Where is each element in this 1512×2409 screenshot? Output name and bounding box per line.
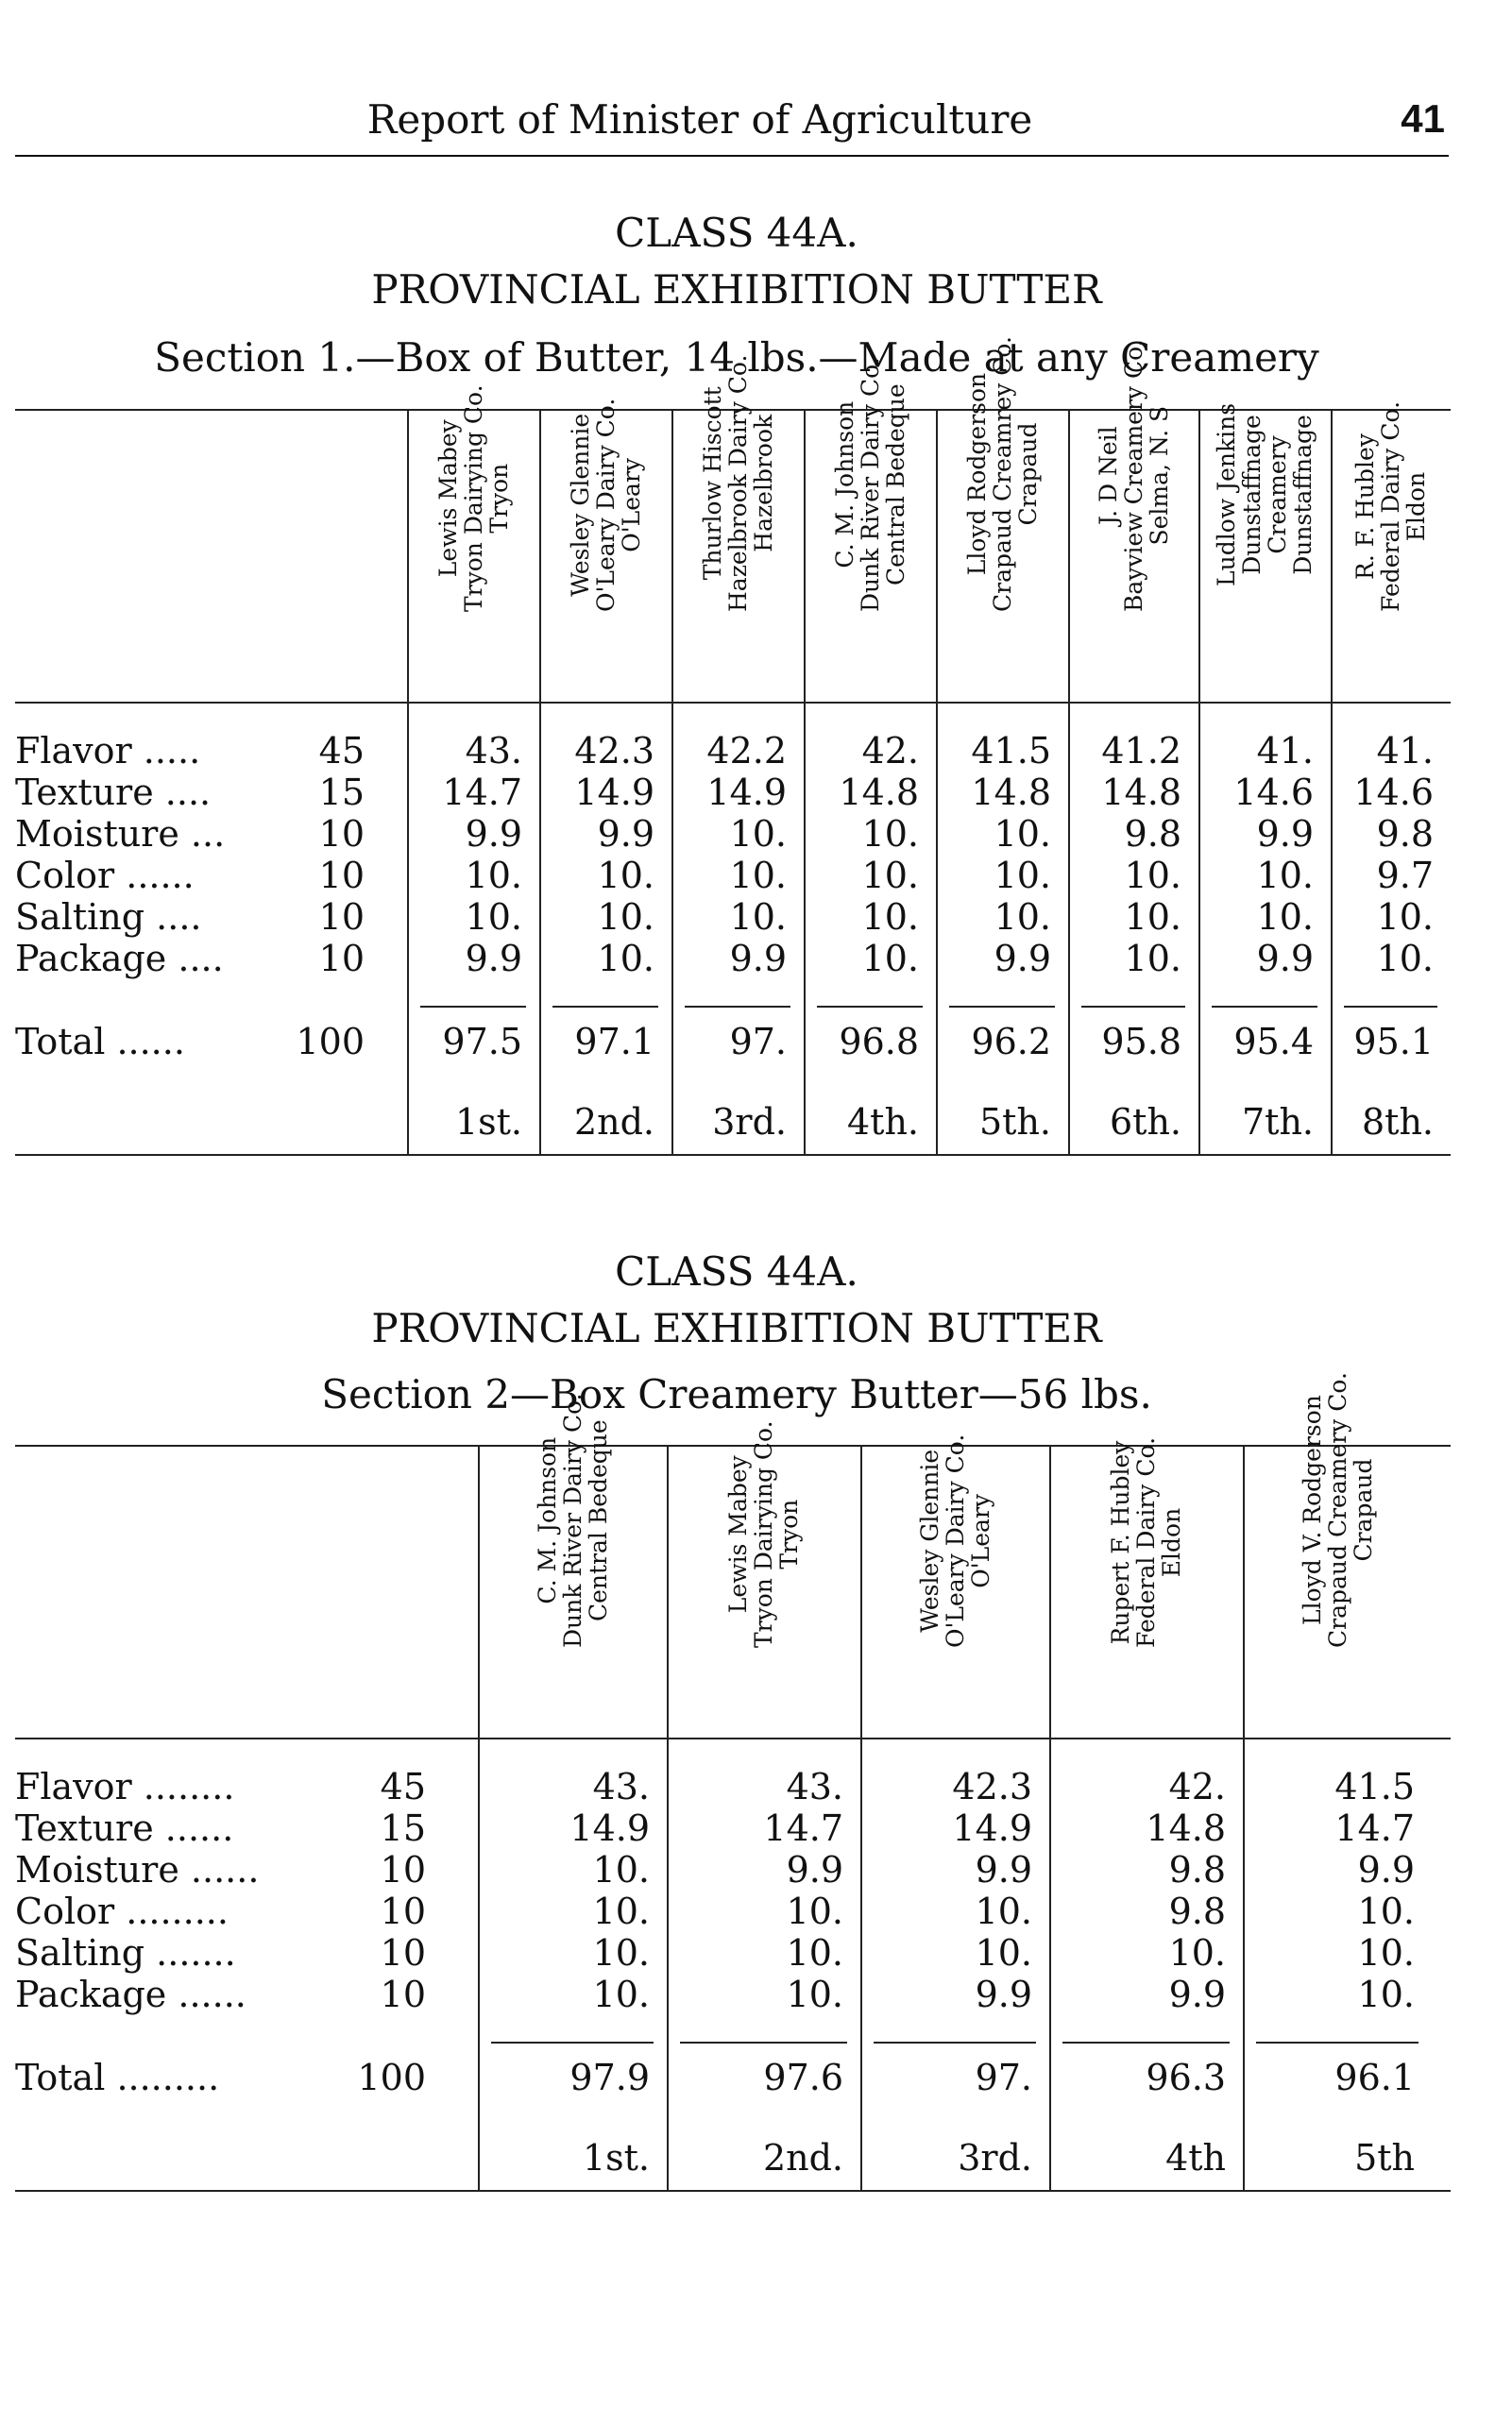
row-label	[15, 1849, 259, 1891]
entrant-line: Federal Dairy Co.	[1377, 400, 1404, 612]
entrant-line: Tryon Dairying Co.	[750, 1420, 777, 1648]
placing-cell: 8th.	[1362, 1101, 1434, 1143]
table-rule	[15, 702, 1451, 704]
total-rule	[680, 2042, 847, 2044]
entrant-header	[860, 1434, 1049, 1738]
entrant-line: Lewis Mabey	[724, 1455, 752, 1614]
leader-dots: ......	[105, 1021, 185, 1062]
max-points: 10	[380, 1849, 426, 1891]
total-rule	[1062, 2042, 1230, 2044]
entrant-line: Central Bedeque	[881, 383, 909, 586]
entrant-line: Crapaud	[1013, 422, 1042, 526]
score-cell: 9.9	[465, 813, 522, 855]
row-label	[15, 1891, 229, 1932]
entrant-line: Lloyd Rodgerson	[962, 372, 991, 576]
total-rule	[685, 1006, 790, 1008]
row-label	[15, 2057, 219, 2098]
score-cell: 10.	[597, 855, 654, 896]
total-cell: 97.9	[569, 2057, 650, 2098]
max-points: 10	[318, 938, 365, 979]
total-cell: 96.1	[1334, 2057, 1415, 2098]
row-label	[15, 1807, 233, 1849]
total-cell: 97.	[975, 2057, 1032, 2098]
criterion-name: Color	[15, 855, 115, 896]
score-cell: 9.9	[975, 1974, 1032, 2015]
criterion-name: Package	[15, 938, 167, 979]
max-points: 10	[380, 1891, 426, 1932]
placing-cell: 1st.	[454, 1101, 522, 1143]
score-cell: 10.	[1124, 855, 1181, 896]
score-cell: 14.8	[1101, 772, 1181, 813]
score-cell: 10.	[1357, 1974, 1415, 2015]
score-cell: 10.	[1256, 896, 1314, 938]
entrant-line: Tryon Dairying Co.	[459, 384, 487, 612]
score-cell: 10.	[994, 813, 1051, 855]
score-cell: 10.	[786, 1974, 843, 2015]
score-cell: 9.9	[994, 938, 1051, 979]
entrant-line: Crapaud Creamrey Co.	[988, 336, 1016, 612]
criterion-name: Total	[15, 2057, 106, 2098]
entrant-line: Eldon	[1402, 471, 1430, 542]
table-rule	[15, 1154, 1451, 1156]
total-rule	[1344, 1006, 1437, 1008]
score-cell: 43.	[592, 1766, 650, 1807]
score-cell: 9.9	[1256, 938, 1314, 979]
entrant-header	[936, 336, 1068, 702]
score-cell: 9.7	[1376, 855, 1434, 896]
score-cell: 9.9	[975, 1849, 1032, 1891]
score-cell: 14.9	[706, 772, 787, 813]
leader-dots: ....	[144, 896, 202, 938]
entrant-line: Hazelbrook	[749, 414, 777, 552]
leader-dots: ......	[114, 855, 195, 896]
entrant-line: Lewis Mabey	[433, 419, 462, 578]
entrant-line: J. D Neil	[1094, 426, 1122, 525]
entrant-line: Hazelbrook Dairy Co.	[723, 354, 752, 612]
total-rule	[420, 1006, 526, 1008]
score-cell: 10.	[465, 896, 522, 938]
score-cell: 41.	[1256, 730, 1314, 772]
score-cell: 14.9	[574, 772, 654, 813]
score-cell: 42.	[861, 730, 919, 772]
placing-cell: 4th	[1165, 2137, 1226, 2179]
score-cell: 9.8	[1376, 813, 1434, 855]
total-cell: 96.2	[971, 1021, 1051, 1062]
leader-dots: ......	[166, 1974, 246, 2015]
leader-dots: ......	[153, 1807, 234, 1849]
score-cell: 10.	[597, 896, 654, 938]
total-rule	[949, 1006, 1055, 1008]
entrant-line: Rupert F. Hubley	[1107, 1440, 1134, 1645]
total-rule	[1081, 1006, 1185, 1008]
entrant-line: Selma, N. S	[1145, 405, 1173, 546]
row-label	[15, 938, 224, 979]
score-cell: 10.	[592, 1974, 650, 2015]
score-cell: 42.2	[706, 730, 787, 772]
score-cell: 14.7	[763, 1807, 843, 1849]
score-cell: 10.	[975, 1932, 1032, 1974]
entrant-line: Tryon	[484, 463, 513, 534]
score-cell: 10.	[1168, 1932, 1226, 1974]
max-points: 10	[318, 896, 365, 938]
row-label	[15, 1932, 236, 1974]
score-cell: 9.9	[1168, 1974, 1226, 2015]
max-points: 45	[380, 1766, 426, 1807]
score-cell: 14.6	[1233, 772, 1314, 813]
entrant-line: Crapaud	[1349, 1458, 1377, 1562]
score-cell: 10.	[994, 896, 1051, 938]
criterion-name: Salting	[15, 896, 145, 938]
total-rule	[552, 1006, 658, 1008]
total-rule	[1212, 1006, 1317, 1008]
entrant-header	[671, 354, 804, 702]
score-cell: 9.9	[1256, 813, 1314, 855]
score-cell: 43.	[786, 1766, 843, 1807]
score-cell: 43.	[465, 730, 522, 772]
max-points: 45	[318, 730, 365, 772]
entrant-header	[539, 398, 671, 702]
leader-dots: ........	[131, 1766, 235, 1807]
score-cell: 9.8	[1124, 813, 1181, 855]
leader-dots: .....	[131, 730, 201, 772]
criterion-name: Package	[15, 1974, 167, 2015]
class-title-2: CLASS 44A.	[615, 1248, 858, 1295]
page-header	[15, 94, 1449, 157]
score-cell: 10.	[1124, 938, 1181, 979]
table-rule	[15, 1738, 1451, 1739]
max-points: 10	[318, 855, 365, 896]
score-cell: 10.	[729, 855, 787, 896]
score-cell: 14.9	[569, 1807, 650, 1849]
max-points: 100	[296, 1021, 365, 1062]
placing-cell: 4th.	[847, 1101, 919, 1143]
entrant-line: C. M. Johnson	[533, 1436, 561, 1604]
entrant-line: O'Leary Dairy Co.	[941, 1434, 969, 1648]
total-cell: 95.8	[1101, 1021, 1181, 1062]
score-cell: 10.	[861, 938, 919, 979]
section-title-2: Section 2—Box Creamery Butter—56 lbs.	[321, 1371, 1152, 1417]
score-cell: 41.5	[1334, 1766, 1415, 1807]
row-label	[15, 772, 211, 813]
entrant-header	[1198, 402, 1331, 702]
entrant-header	[804, 357, 936, 702]
score-cell: 9.9	[465, 938, 522, 979]
leader-dots: ....	[153, 772, 212, 813]
total-rule	[491, 2042, 654, 2044]
criterion-name: Salting	[15, 1932, 145, 1974]
score-cell: 9.8	[1168, 1849, 1226, 1891]
score-cell: 10.	[861, 813, 919, 855]
table-rule	[15, 2190, 1451, 2192]
score-cell: 42.3	[574, 730, 654, 772]
max-points: 15	[380, 1807, 426, 1849]
entrant-line: Federal Dairy Co.	[1132, 1436, 1160, 1648]
entrant-line: Bayview Creamery Co.	[1119, 339, 1147, 612]
entrant-line: Eldon	[1158, 1507, 1185, 1578]
score-cell: 42.	[1168, 1766, 1226, 1807]
placing-cell: 1st.	[582, 2137, 650, 2179]
entrant-line: Crapaud Creamery Co.	[1323, 1372, 1351, 1648]
entrant-header	[667, 1420, 860, 1738]
max-points: 10	[318, 813, 365, 855]
entrant-line: Dunk River Dairy Co.	[856, 357, 884, 612]
entrant-line: Thurlow Hiscott	[698, 386, 726, 581]
entrant-line: O'Leary	[966, 1493, 994, 1588]
score-cell: 10.	[729, 813, 787, 855]
exhibit-title-1: PROVINCIAL EXHIBITION BUTTER	[371, 266, 1102, 313]
total-cell: 97.1	[574, 1021, 654, 1062]
total-rule	[1256, 2042, 1419, 2044]
score-cell: 9.9	[597, 813, 654, 855]
leader-dots: ....	[166, 938, 224, 979]
row-label	[15, 813, 225, 855]
leader-dots: ...	[178, 813, 226, 855]
page-number: 41	[1401, 96, 1445, 141]
score-cell: 41.	[1376, 730, 1434, 772]
total-rule	[874, 2042, 1036, 2044]
score-cell: 10.	[1357, 1891, 1415, 1932]
total-cell: 97.	[729, 1021, 787, 1062]
score-cell: 10.	[861, 855, 919, 896]
row-label	[15, 1021, 185, 1062]
row-label	[15, 730, 200, 772]
entrant-header	[1049, 1436, 1243, 1738]
max-points: 100	[357, 2057, 426, 2098]
placing-cell: 2nd.	[573, 1101, 654, 1143]
entrant-line: Ludlow Jenkins	[1213, 402, 1240, 586]
leader-dots: .........	[105, 2057, 220, 2098]
row-label	[15, 855, 195, 896]
row-label	[15, 1766, 234, 1807]
leader-dots: .......	[144, 1932, 236, 1974]
placing-cell: 5th	[1354, 2137, 1415, 2179]
score-cell: 10.	[592, 1932, 650, 1974]
entrant-line: Tryon	[775, 1499, 803, 1569]
criterion-name: Flavor	[15, 730, 132, 772]
score-cell: 14.6	[1353, 772, 1434, 813]
score-cell: 10.	[1256, 855, 1314, 896]
leader-dots: ......	[178, 1849, 260, 1891]
entrant-line: Wesley Glennie	[566, 413, 594, 597]
score-cell: 10.	[786, 1891, 843, 1932]
entrant-line: Lloyd V. Rodgerson	[1298, 1395, 1326, 1625]
score-cell: 10.	[786, 1932, 843, 1974]
row-label	[15, 1974, 246, 2015]
row-label	[15, 896, 201, 938]
entrant-header	[407, 384, 539, 702]
total-cell: 97.5	[442, 1021, 522, 1062]
max-points: 15	[318, 772, 365, 813]
score-cell: 41.2	[1101, 730, 1181, 772]
entrant-line: O'Leary	[617, 457, 645, 552]
placing-cell: 3rd.	[712, 1101, 787, 1143]
entrant-line: Wesley Glennie	[915, 1449, 943, 1633]
entrant-line: Dunstaffnage	[1238, 415, 1266, 575]
criterion-name: Texture	[15, 1807, 154, 1849]
score-cell: 41.5	[971, 730, 1051, 772]
placing-cell: 7th.	[1242, 1101, 1314, 1143]
score-cell: 10.	[861, 896, 919, 938]
score-cell: 10.	[1376, 896, 1434, 938]
entrant-header	[478, 1393, 667, 1738]
score-cell: 10.	[465, 855, 522, 896]
entrant-line: Dunstaffnage	[1289, 415, 1317, 575]
score-cell: 9.8	[1168, 1891, 1226, 1932]
placing-cell: 2nd.	[762, 2137, 843, 2179]
score-cell: 10.	[592, 1849, 650, 1891]
entrant-line: C. M. Johnson	[830, 400, 858, 568]
total-cell: 95.1	[1353, 1021, 1434, 1062]
running-title: Report of Minister of Agriculture	[366, 96, 1033, 143]
score-cell: 10.	[1376, 938, 1434, 979]
entrant-line: Central Bedeque	[584, 1419, 612, 1622]
total-cell: 96.3	[1146, 2057, 1226, 2098]
score-cell: 10.	[975, 1891, 1032, 1932]
score-cell: 14.8	[971, 772, 1051, 813]
criterion-name: Flavor	[15, 1766, 132, 1807]
placing-cell: 6th.	[1110, 1101, 1181, 1143]
score-cell: 14.7	[1334, 1807, 1415, 1849]
score-cell: 10.	[1357, 1932, 1415, 1974]
max-points: 10	[380, 1932, 426, 1974]
score-cell: 9.9	[786, 1849, 843, 1891]
score-cell: 9.9	[729, 938, 787, 979]
entrant-line: Dunk River Dairy Co.	[558, 1393, 586, 1648]
score-cell: 10.	[1124, 896, 1181, 938]
score-cell: 10.	[597, 938, 654, 979]
score-cell: 10.	[994, 855, 1051, 896]
score-cell: 9.9	[1357, 1849, 1415, 1891]
placing-cell: 5th.	[979, 1101, 1051, 1143]
section-title-1: Section 1.—Box of Butter, 14 lbs.—Made at any Creamery	[154, 334, 1319, 381]
entrant-header	[1331, 400, 1451, 702]
exhibit-title-2: PROVINCIAL EXHIBITION BUTTER	[371, 1305, 1102, 1351]
score-cell: 14.9	[952, 1807, 1032, 1849]
entrant-line: O'Leary Dairy Co.	[591, 398, 620, 612]
max-points: 10	[380, 1974, 426, 2015]
criterion-name: Moisture	[15, 1849, 179, 1891]
score-cell: 10.	[729, 896, 787, 938]
score-cell: 42.3	[952, 1766, 1032, 1807]
criterion-name: Color	[15, 1891, 115, 1932]
score-cell: 14.8	[1146, 1807, 1226, 1849]
total-cell: 96.8	[839, 1021, 919, 1062]
total-rule	[817, 1006, 923, 1008]
score-cell: 14.8	[839, 772, 919, 813]
entrant-header	[1243, 1372, 1432, 1738]
entrant-header	[1068, 339, 1198, 702]
leader-dots: .........	[114, 1891, 229, 1932]
entrant-line: R. F. Hubley	[1351, 433, 1379, 580]
total-cell: 95.4	[1233, 1021, 1314, 1062]
criterion-name: Texture	[15, 772, 154, 813]
criterion-name: Moisture	[15, 813, 179, 855]
class-title-1: CLASS 44A.	[615, 210, 858, 256]
total-cell: 97.6	[763, 2057, 843, 2098]
score-cell: 14.7	[442, 772, 522, 813]
placing-cell: 3rd.	[958, 2137, 1032, 2179]
entrant-line: Creamery	[1264, 435, 1291, 554]
criterion-name: Total	[15, 1021, 106, 1062]
score-cell: 10.	[592, 1891, 650, 1932]
